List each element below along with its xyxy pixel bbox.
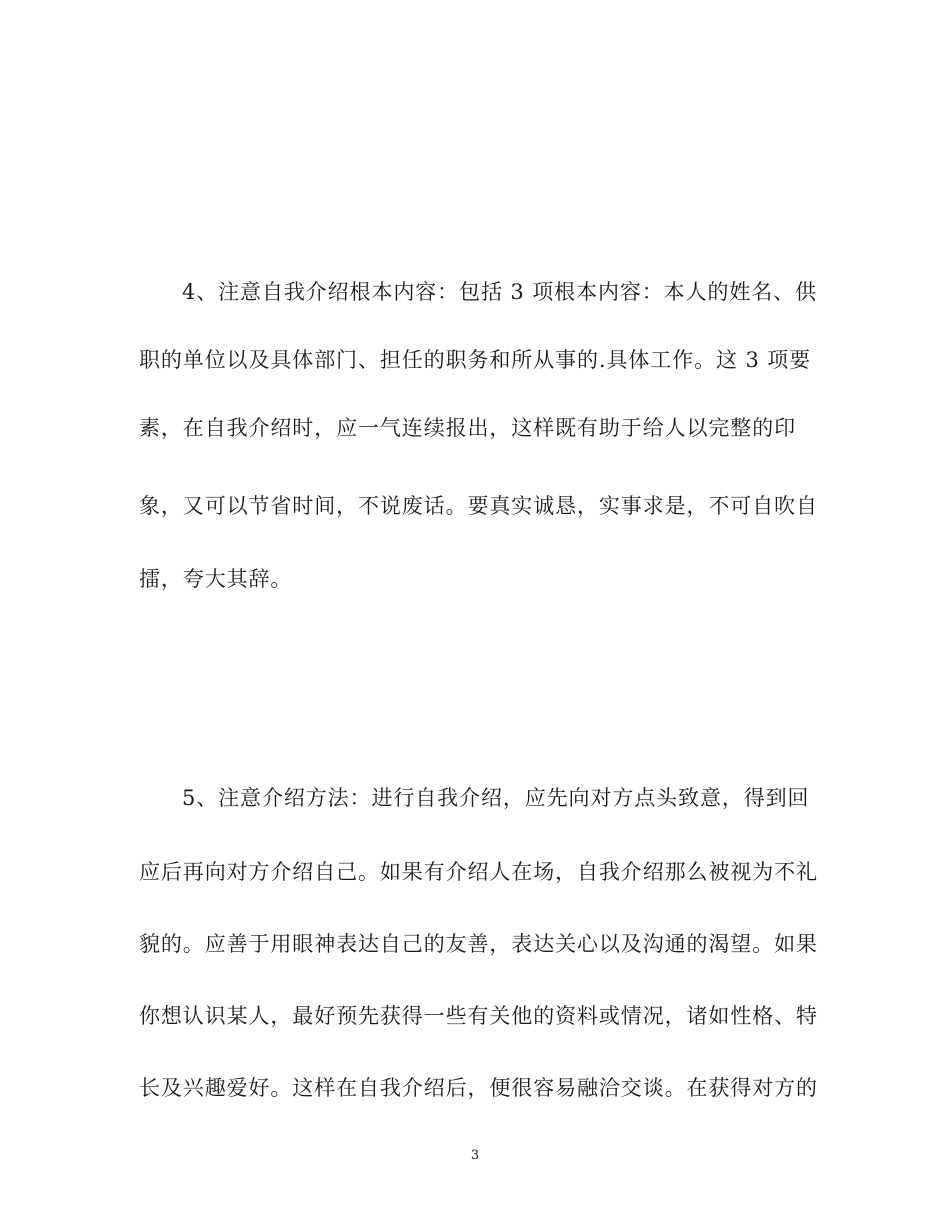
paragraph-line: 擂，夸大其辞。: [139, 567, 293, 591]
paragraph-line: 职的单位以及具体部门、担任的职务和所从事的.具体工作。这 3 项要: [139, 348, 812, 372]
paragraph-line: 素，在自我介绍时，应一气连续报出，这样既有助于给人以完整的印: [139, 416, 796, 440]
paragraph-line: 长及兴趣爱好。这样在自我介绍后，便很容易融洽交谈。在获得对方的: [139, 1076, 818, 1100]
paragraph-line: 象，又可以节省时间，不说废话。要真实诚恳，实事求是，不可自吹自: [139, 494, 818, 518]
paragraph-line: 5、注意介绍方法：进行自我介绍，应先向对方点头致意，得到回: [182, 786, 810, 810]
paragraph-line: 4、注意自我介绍根本内容：包括 3 项根本内容：本人的姓名、供: [182, 280, 817, 304]
paragraph-line: 应后再向对方介绍自己。如果有介绍人在场，自我介绍那么被视为不礼: [139, 860, 818, 884]
page-number: 3: [470, 1148, 480, 1163]
paragraph-line: 你想认识某人，最好预先获得一些有关他的资料或情况，诸如性格、特: [139, 1004, 818, 1028]
paragraph-line: 貌的。应善于用眼神表达自己的友善，表达关心以及沟通的渴望。如果: [139, 932, 818, 956]
